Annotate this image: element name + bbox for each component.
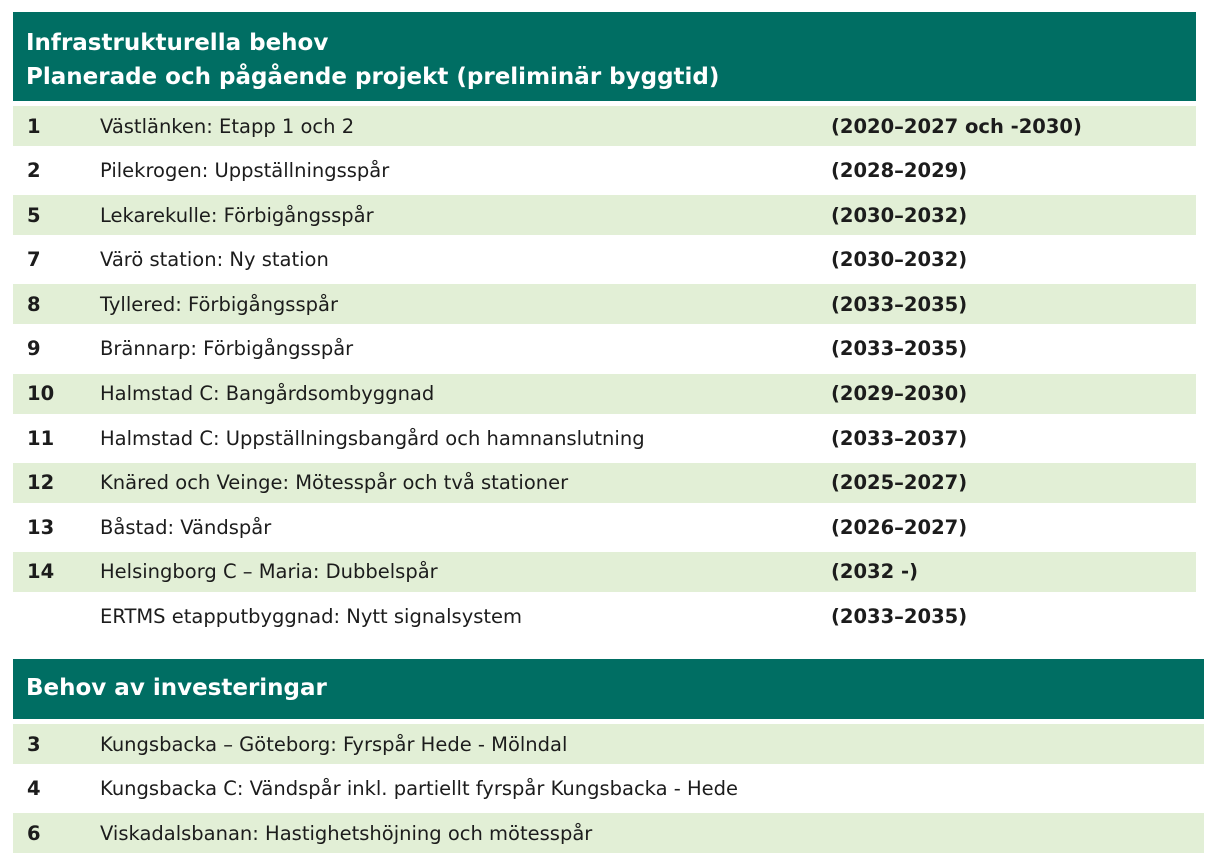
project-years: (2020–2027 och -2030): [831, 114, 1082, 138]
project-name: Viskadalsbanan: Hastighetshöjning och mötesspår: [100, 821, 593, 845]
table-row: [13, 724, 1204, 764]
project-years: (2033–2035): [831, 605, 968, 629]
project-years: (2030–2032): [831, 248, 968, 272]
planned-projects-list: [13, 106, 1196, 637]
project-name: Tyllered: Förbigångsspår: [100, 292, 338, 316]
project-years: (2033–2035): [831, 292, 968, 316]
table-row: [13, 240, 1196, 280]
table-row: [13, 284, 1196, 324]
table-row: [13, 106, 1196, 146]
table-row: [13, 151, 1196, 191]
investment-needs-header: [13, 659, 1204, 719]
project-years: (2029–2030): [831, 382, 968, 406]
project-number: 1: [27, 114, 41, 138]
section-title: Infrastrukturella behov: [26, 30, 329, 56]
project-number: 11: [27, 426, 55, 450]
project-years: (2026–2027): [831, 515, 968, 539]
project-years: (2033–2037): [831, 426, 968, 450]
project-name: Halmstad C: Uppställningsbangård och hamnanslutning: [100, 426, 645, 450]
project-name: Halmstad C: Bangårdsombyggnad: [100, 382, 435, 406]
project-years: (2033–2035): [831, 337, 968, 361]
project-name: Kungsbacka C: Vändspår inkl. partiellt fyrspår Kungsbacka - Hede: [100, 777, 739, 801]
project-number: 13: [27, 515, 55, 539]
project-number: 4: [27, 777, 41, 801]
table-row: [13, 329, 1196, 369]
investment-needs-list: [13, 724, 1204, 853]
planned-projects-header: [13, 12, 1196, 101]
project-years: (2032 -): [831, 560, 918, 584]
project-name: Båstad: Vändspår: [100, 515, 272, 539]
table-row: [13, 552, 1196, 592]
table-row: [13, 463, 1196, 503]
project-years: (2030–2032): [831, 203, 968, 227]
project-number: 14: [27, 560, 55, 584]
project-name: Knäred och Veinge: Mötesspår och två stationer: [100, 471, 569, 495]
project-name: Lekarekulle: Förbigångsspår: [100, 203, 374, 227]
project-years: (2028–2029): [831, 159, 968, 183]
project-number: 5: [27, 203, 41, 227]
table-row: [13, 769, 1204, 809]
table-row: [13, 507, 1196, 547]
project-number: 7: [27, 248, 41, 272]
section-subtitle: Planerade och pågående projekt (preliminär byggtid): [26, 64, 720, 90]
project-number: 12: [27, 471, 55, 495]
planned-projects-section: [13, 12, 1196, 641]
project-name: Helsingborg C – Maria: Dubbelspår: [100, 560, 438, 584]
project-number: 8: [27, 292, 41, 316]
project-name: Värö station: Ny station: [100, 248, 329, 272]
project-number: 2: [27, 159, 41, 183]
project-number: 6: [27, 821, 41, 845]
project-years: (2025–2027): [831, 471, 968, 495]
project-name: ERTMS etapputbyggnad: Nytt signalsystem: [100, 605, 523, 629]
project-number: 3: [27, 732, 41, 756]
project-number: 10: [27, 382, 55, 406]
table-row: [13, 374, 1196, 414]
project-number: 9: [27, 337, 41, 361]
project-name: Kungsbacka – Göteborg: Fyrspår Hede - Mölndal: [100, 732, 568, 756]
investment-needs-section: [13, 659, 1204, 858]
section-title: Behov av investeringar: [26, 675, 327, 701]
table-row: [13, 418, 1196, 458]
table-row: [13, 597, 1196, 637]
project-name: Brännarp: Förbigångsspår: [100, 337, 354, 361]
project-name: Pilekrogen: Uppställningsspår: [100, 159, 390, 183]
table-row: [13, 195, 1196, 235]
project-name: Västlänken: Etapp 1 och 2: [100, 114, 355, 138]
table-row: [13, 813, 1204, 853]
